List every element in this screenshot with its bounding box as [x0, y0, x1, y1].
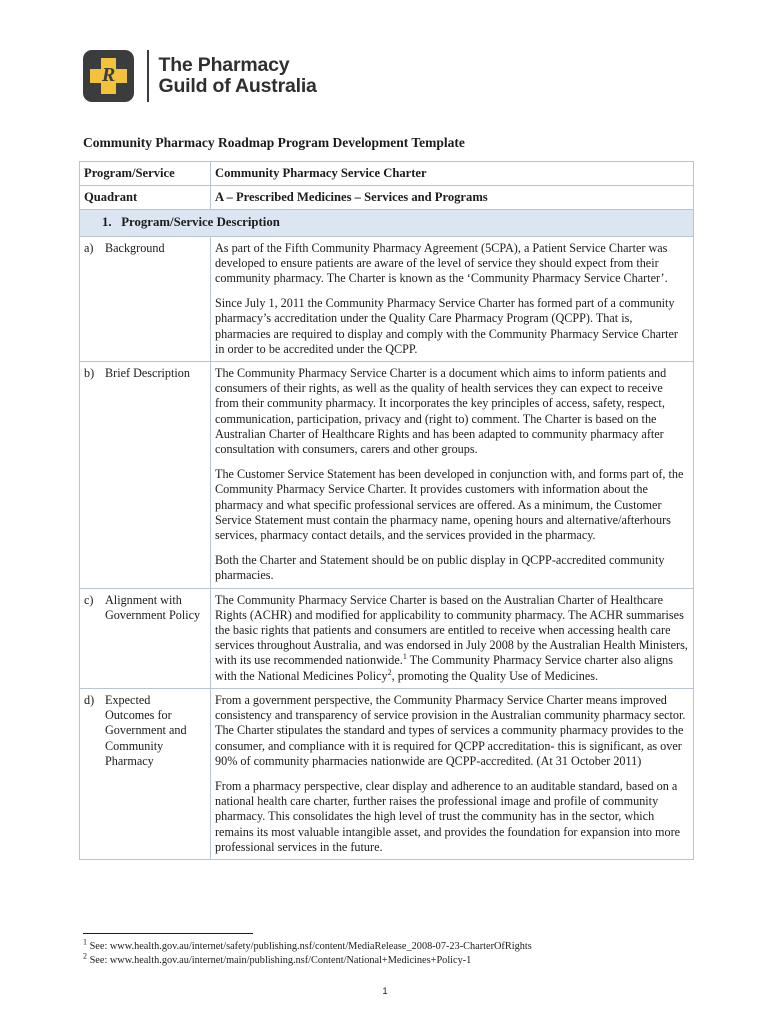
cross-badge-icon — [83, 50, 134, 102]
row-alignment — [80, 588, 694, 688]
paragraph: The Community Pharmacy Service Charter is based on the Australian Charter of Healthcare Rights (ACHR) and modified for applicability to community pharmacy. The ACHR summarises the basic rights that patients and consumers are entitled to receive when accessing health care services throughout Australia, and was endorsed in July 2008 by the Australian Health Ministers, with its use recommended nationwide.$^1$ The Community Pharmacy Service charter also aligns with the National Medicines Policy$^2$, promoting the Quality Use of Medicines. — [215, 592, 688, 683]
badge-letter: R — [101, 64, 116, 86]
footnotes — [83, 937, 532, 968]
logo-wordmark — [159, 55, 317, 97]
footnote-ref[interactable]: 1 — [402, 652, 407, 662]
logo-line-1: The Pharmacy — [158, 54, 290, 76]
row-label — [84, 693, 206, 769]
quadrant-label: Quadrant — [80, 186, 211, 210]
paragraph: Both the Charter and Statement should be on public display in QCPP-accredited community pharmacies. — [215, 553, 665, 583]
paragraph: As part of the Fifth Community Pharmacy Agreement (5CPA), a Patient Service Charter was developed to ensure patients are aware of the level of service they should expect from their community pharmacy. The Charter is known as the ‘Community Pharmacy Service Charter’. — [215, 240, 668, 286]
row-brief-description — [80, 362, 694, 589]
row-label-text: Brief Description — [105, 366, 190, 381]
paragraph: The Customer Service Statement has been developed in conjunction with, and forms part of, the Community Pharmacy Service Charter. It provides customers with information about the pharmacy and what specific professional services are offered. As a minimum, the Customer Service Statement must contain the pharmacy name, opening hours and alternative/afterhours services, pharmacy contact details, and the services provided in the pharmacy. — [215, 467, 684, 543]
row-label-text: Background — [105, 240, 165, 255]
footnote-2: $^2$ See: www.health.gov.au/internet/main/publishing.nsf/Content/National+Medicines+Policy-1 — [83, 951, 472, 966]
row-label-text: Alignment with Government Policy — [105, 592, 201, 622]
footnote-separator — [83, 933, 253, 934]
paragraph: Since July 1, 2011 the Community Pharmacy Service Charter has formed part of a community pharmacy’s accreditation under the Quality Care Pharmacy Program (QCPP). That is, pharmacies are required to display and comply with the Community Pharmacy Service Charter in order to be accredited under the QCPP. — [215, 296, 678, 356]
section-header — [80, 210, 694, 236]
row-key: c) — [84, 592, 94, 607]
paragraph: The Community Pharmacy Service Charter is a document which aims to inform patients and consumers of their rights, as well as the quality of health services they can expect to receive from their community pharmacy. It incorporates the key principles of access, safety, respect, communication, participation, privacy and (right to) comment. The Charter is based on the Australian Charter of Healthcare Rights and has been adapted to community pharmacy after consultation with consumers, carers and other groups. — [215, 366, 667, 457]
page-number: 1 — [382, 986, 388, 997]
section-title-text: Program/Service Description — [121, 215, 280, 230]
logo-divider — [147, 50, 149, 102]
row-label-text: Expected Outcomes for Government and Community Pharmacy — [105, 692, 187, 768]
program-label: Program/Service — [80, 162, 211, 186]
program-template-table — [79, 161, 694, 860]
row-expected-outcomes — [80, 688, 694, 859]
footnote-1: $^1$ See: www.health.gov.au/internet/safety/publishing.nsf/content/MediaRelease_2008-07-23-CharterOfRights — [83, 937, 532, 952]
quadrant-value: A – Prescribed Medicines – Services and Programs — [211, 186, 694, 210]
row-key: b) — [84, 366, 95, 381]
logo-line-2: Guild of Australia — [158, 75, 317, 97]
paragraph: From a government perspective, the Community Pharmacy Service Charter means improved consistency and transparency of service provision in the Australian community pharmacy sector. The Charter stipulates the standard and types of services a community pharmacy provides to the consumer, and compliance with it is required for QCPP accreditation- this is significant, as over 90% of community pharmacies nationwide are QCPP-accredited. (At 31 October 2011) — [215, 692, 686, 768]
header-row-quadrant — [80, 186, 694, 210]
document-title: Community Pharmacy Roadmap Program Development Template — [83, 135, 465, 150]
section-number: 1. — [102, 215, 112, 230]
row-key: a) — [84, 240, 94, 255]
footnote-ref[interactable]: 2 — [387, 667, 392, 677]
header-row-program — [80, 162, 694, 186]
paragraph: From a pharmacy perspective, clear display and adherence to an auditable standard, based on a national health care charter, further raises the professional image and profile of community pharmacy. This consolidates the high level of trust the community has in the sector, which remains its most valuable intangible asset, and provides the foundation for expansion into more professional services in the future. — [215, 778, 681, 854]
section-title — [80, 210, 694, 236]
row-label — [84, 241, 206, 256]
row-label — [84, 366, 206, 381]
program-value: Community Pharmacy Service Charter — [211, 162, 694, 186]
row-key: d) — [84, 692, 95, 707]
row-label — [84, 593, 206, 623]
pharmacy-guild-logo — [83, 50, 317, 102]
row-background — [80, 236, 694, 361]
